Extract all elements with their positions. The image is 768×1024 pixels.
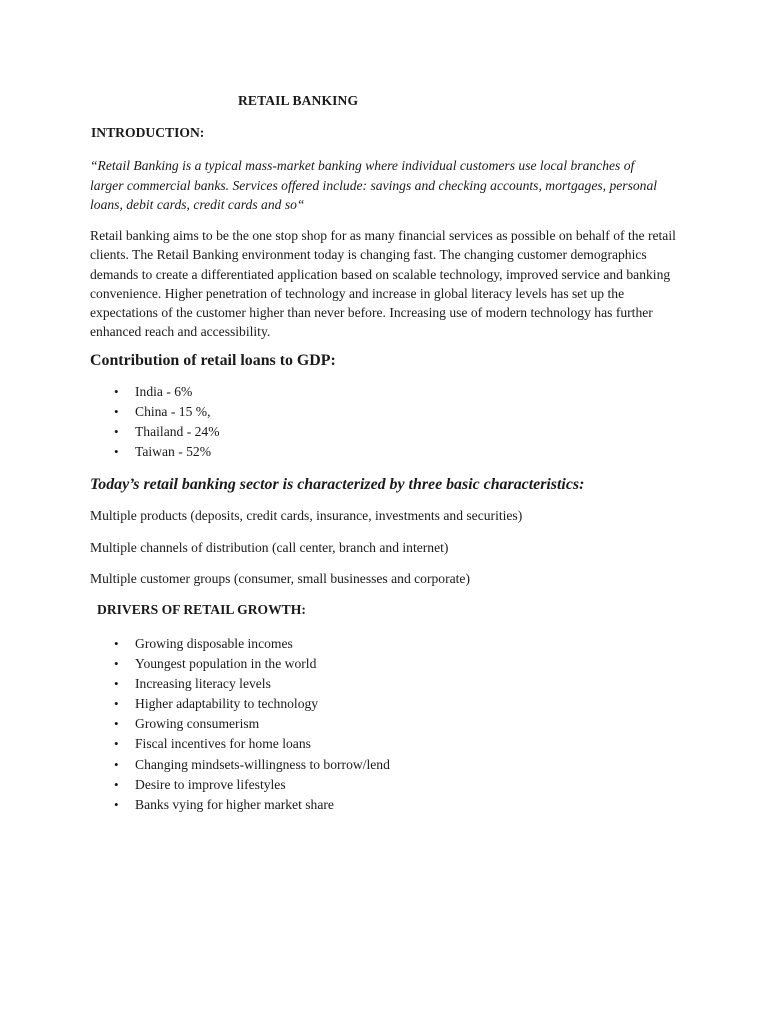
list-item: • Banks vying for higher market share [0, 795, 390, 815]
list-item: • Fiscal incentives for home loans [0, 734, 390, 754]
definition-quote: “Retail Banking is a typical mass-market banking where individual customers use local branches of larger commercial banks. Services offered include: savings and checking accounts, mortgages, personal loans, debit cards, credit cards and so“ [90, 158, 658, 212]
list-item: • Changing mindsets-willingness to borrow/lend [0, 755, 390, 775]
list-item: • Taiwan - 52% [0, 442, 220, 462]
list-item: • Growing consumerism [0, 714, 390, 734]
intro-paragraph: Retail banking aims to be the one stop shop for as many financial services as possible on behalf of the retail clients. The Retail Banking environment today is changing fast. The changing customer demographics demands to create a differentiated application based on scalable technology, improved service and banking convenience. Higher penetration of technology and increase in global literacy levels has set up the expectations of the customer higher than never before. Increasing use of modern technology has further enhanced reach and accessibility. [90, 228, 676, 340]
gdp-contribution-list [0, 382, 220, 462]
characteristic-products: Multiple products (deposits, credit cards, insurance, investments and securities) [90, 508, 523, 523]
characteristic-channels: Multiple channels of distribution (call center, branch and internet) [90, 540, 449, 555]
list-item: • Increasing literacy levels [0, 674, 390, 694]
characteristic-customer-groups: Multiple customer groups (consumer, small businesses and corporate) [90, 571, 470, 586]
list-item: • Youngest population in the world [0, 654, 390, 674]
introduction-heading: INTRODUCTION: [91, 125, 205, 140]
drivers-list [0, 634, 390, 815]
characteristics-heading: Today’s retail banking sector is characterized by three basic characteristics: [90, 476, 585, 493]
list-item: • Desire to improve lifestyles [0, 775, 390, 795]
drivers-heading: DRIVERS OF RETAIL GROWTH: [97, 602, 306, 617]
list-item: • Higher adaptability to technology [0, 694, 390, 714]
document-title: RETAIL BANKING [238, 93, 359, 108]
list-item: • India - 6% [0, 382, 220, 402]
list-item: • Growing disposable incomes [0, 634, 390, 654]
list-item: • China - 15 %, [0, 402, 220, 422]
gdp-contribution-heading: Contribution of retail loans to GDP: [90, 352, 336, 369]
list-item: • Thailand - 24% [0, 422, 220, 442]
